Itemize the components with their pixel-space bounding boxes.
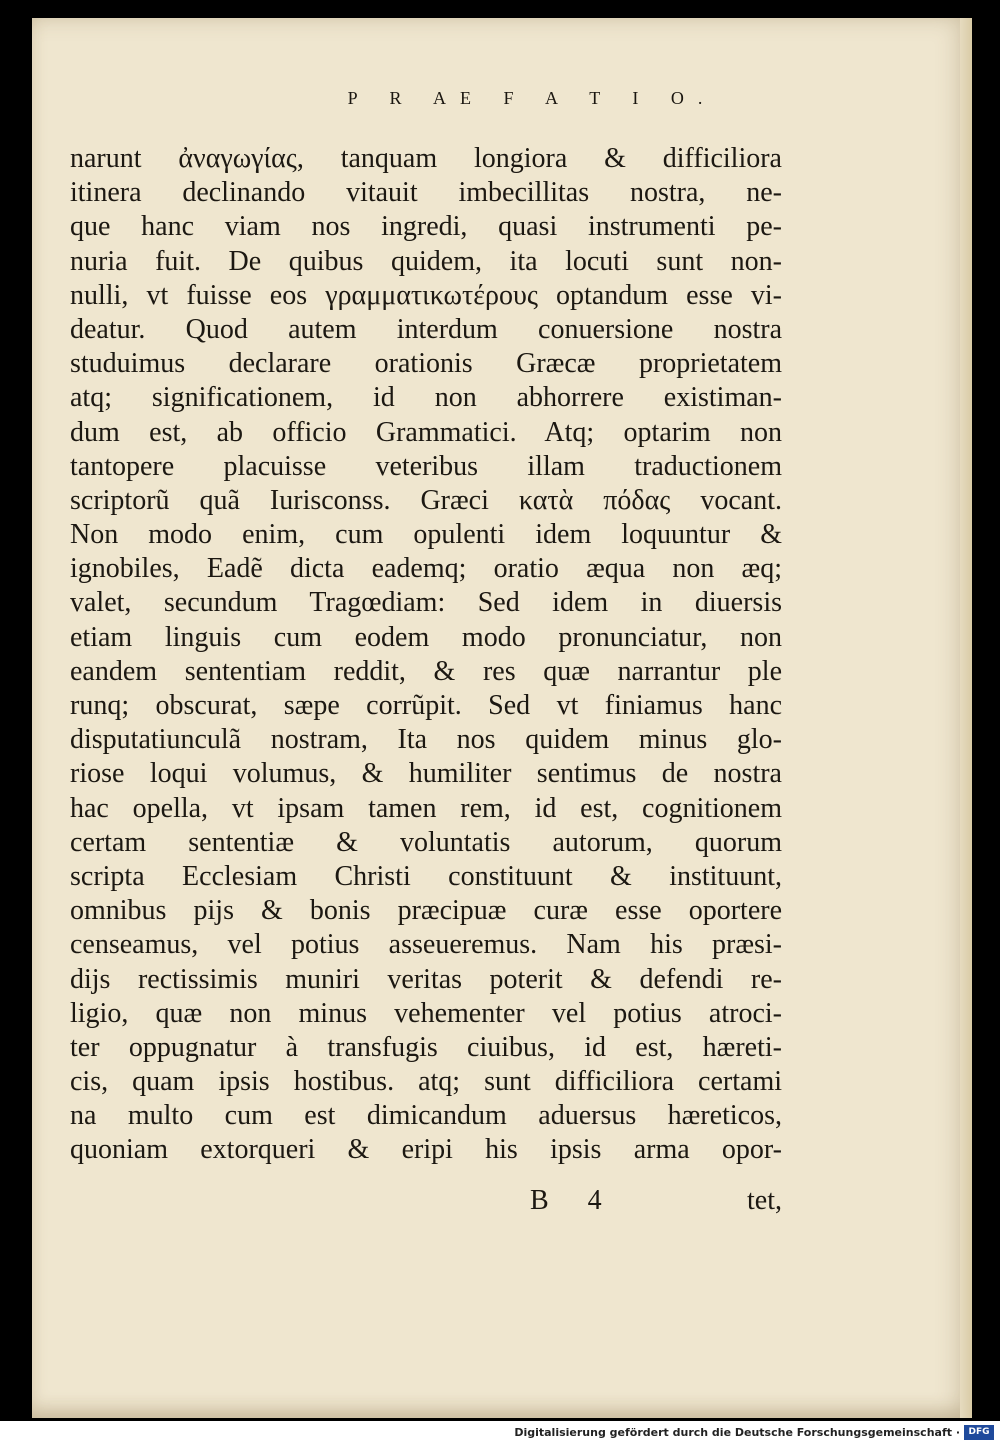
dfg-logo-icon: DFG [964, 1425, 994, 1440]
text-line: certam sententiæ & voluntatis autorum, quorum [70, 826, 782, 858]
text-line: hac opella, vt ipsam tamen rem, id est, cognitionem [70, 792, 782, 824]
text-line: runq; obscurat, sæpe corrũpit. Sed vt finiamus hanc [70, 690, 782, 721]
catchword: tet, [747, 1185, 782, 1216]
signature-line [70, 1185, 782, 1221]
text-line: quoniam extorqueri & eripi his ipsis arma opor- [70, 1134, 782, 1166]
text-line: ligio, quæ non minus vehementer vel potius atroci- [70, 997, 782, 1029]
text-line: deatur. Quod autem interdum conuersione nostra [70, 313, 782, 345]
text-line: ignobiles, Eadẽ dicta eademq; oratio æqua non æq; [70, 553, 782, 585]
book-page [32, 18, 972, 1418]
text-line: dum est, ab officio Grammatici. Atq; optarim non [70, 416, 782, 448]
text-line: dijs rectissimis muniri veritas poterit & defendi re- [70, 963, 782, 995]
page-edge-shadow [960, 18, 972, 1418]
text-line: Non modo enim, cum opulenti idem loquuntur & [70, 519, 782, 551]
text-line: studuimus declarare orationis Græcæ proprietatem [70, 348, 782, 380]
text-line: riose loqui volumus, & humiliter sentimus de nostra [70, 758, 782, 790]
text-line: na multo cum est dimicandum aduersus hæreticos, [70, 1100, 782, 1132]
text-line: disputatiunculã nostram, Ita nos quidem minus glo- [70, 724, 782, 756]
text-line: itinera declinando vitauit imbecillitas nostra, ne- [70, 177, 782, 209]
text-line: etiam linguis cum eodem modo pronunciatur, non [70, 621, 782, 653]
text-line: narunt ἀναγωγίας, tanquam longiora & difficiliora [70, 143, 782, 174]
text-line: ter oppugnatur à transfugis ciuibus, id est, hæreti- [70, 1031, 782, 1063]
text-line: valet, secundum Tragœdiam: Sed idem in diuersis [70, 587, 782, 619]
text-line: scriptorũ quã Iurisconss. Græci κατὰ πόδας vocant. [70, 484, 782, 516]
text-line: nulli, vt fuisse eos γραμματικωτέρους optandum esse vi- [70, 279, 782, 311]
text-line: tantopere placuisse veteribus illam traductionem [70, 450, 782, 482]
text-line: eandem sententiam reddit, & res quæ narrantur ple [70, 655, 782, 687]
text-line: censeamus, vel potius asseueremus. Nam his præsi- [70, 929, 782, 961]
text-line: atq; significationem, id non abhorrere existiman- [70, 382, 782, 414]
footer-credit: Digitalisierung gefördert durch die Deutsche Forschungsgemeinschaft · [514, 1426, 960, 1439]
signature-mark: B 4 [530, 1185, 618, 1216]
text-line: scripta Ecclesiam Christi constituunt & instituunt, [70, 860, 782, 892]
text-line: cis, quam ipsis hostibus. atq; sunt difficiliora certami [70, 1066, 782, 1098]
text-line: omnibus pijs & bonis præcipuæ curæ esse oportere [70, 895, 782, 927]
text-line: que hanc viam nos ingredi, quasi instrumenti pe- [70, 211, 782, 243]
digitization-footer [0, 1421, 1000, 1443]
text-line: nuria fuit. De quibus quidem, ita locuti sunt non- [70, 245, 782, 277]
body-text [70, 142, 782, 1168]
running-head: P R AE F A T I O. [347, 88, 717, 108]
